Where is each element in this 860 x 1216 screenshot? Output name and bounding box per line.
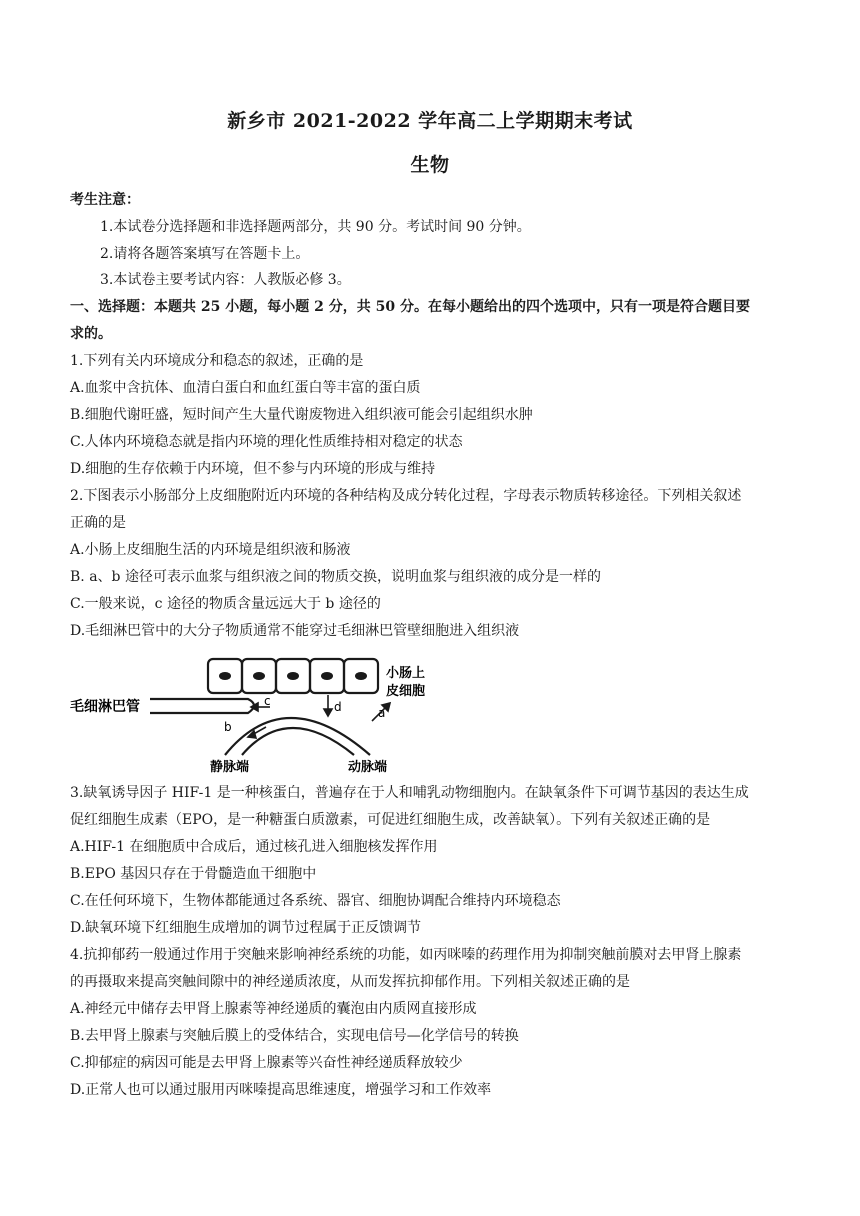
q4-option-b: B.去甲肾上腺素与突触后膜上的受体结合，实现电信号—化学信号的转换	[70, 1028, 519, 1044]
label-path-b: b	[224, 720, 232, 734]
q1-option-c: C.人体内环境稳态就是指内环境的理化性质维持相对稳定的状态	[70, 434, 463, 450]
label-epithelial-2: 皮细胞	[386, 684, 426, 699]
q4-option-c: C.抑郁症的病因可能是去甲肾上腺素等兴奋性神经递质释放较少	[70, 1055, 463, 1071]
cell-nucleus	[355, 672, 367, 680]
notice-item-1: 1.本试卷分选择题和非选择题两部分，共 90 分。考试时间 90 分钟。	[100, 219, 531, 235]
q2-option-d: D.毛细淋巴管中的大分子物质通常不能穿过毛细淋巴管壁细胞进入组织液	[70, 623, 520, 639]
q4-option-a: A.神经元中储存去甲肾上腺素等神经递质的囊泡由内质网直接形成	[70, 1001, 477, 1017]
q2-stem-line1: 2.下图表示小肠部分上皮细胞附近内环境的各种结构及成分转化过程，字母表示物质转移途径。下列相关叙述	[70, 488, 742, 504]
notice-item-2: 2.请将各题答案填写在答题卡上。	[100, 246, 310, 262]
cell-nucleus	[253, 672, 265, 680]
label-venous-end: 静脉端	[210, 760, 250, 775]
q1-option-d: D.细胞的生存依赖于内环境，但不参与内环境的形成与维持	[70, 461, 436, 477]
label-lymph-capillary: 毛细淋巴管	[70, 699, 140, 715]
q3-option-a: A.HIF-1 在细胞质中合成后，通过核孔进入细胞核发挥作用	[70, 839, 438, 855]
q4-option-d: D.正常人也可以通过服用丙咪嗪提高思维速度，增强学习和工作效率	[70, 1082, 492, 1098]
q2-stem-line2: 正确的是	[70, 515, 126, 531]
exam-title: 新乡市 2021-2022 学年高二上学期期末考试	[227, 110, 633, 132]
q3-stem-line1: 3.缺氧诱导因子 HIF-1 是一种核蛋白，普遍存在于人和哺乳动物细胞内。在缺氧条件下可调节基因的表达生成	[70, 785, 749, 801]
q2-option-b: B. a、b 途径可表示血浆与组织液之间的物质交换，说明血浆与组织液的成分是一样的	[70, 569, 601, 585]
arrow-d-head	[324, 709, 332, 716]
label-path-a: a	[378, 706, 386, 720]
q1-option-a: A.血浆中含抗体、血清白蛋白和血红蛋白等丰富的蛋白质	[70, 380, 421, 396]
q4-stem-line2: 的再摄取来提高突触间隙中的神经递质浓度，从而发挥抗抑郁作用。下列相关叙述正确的是	[70, 974, 630, 990]
section-heading-line1: 一、选择题：本题共 25 小题，每小题 2 分，共 50 分。在每小题给出的四个选项中，只有一项是符合题目要	[70, 299, 750, 315]
q1-stem: 1.下列有关内环境成分和稳态的叙述，正确的是	[70, 353, 364, 369]
cell-nucleus	[287, 672, 299, 680]
exam-subject: 生物	[410, 154, 450, 176]
q2-option-a: A.小肠上皮细胞生活的内环境是组织液和肠液	[70, 542, 351, 558]
cell-nucleus	[321, 672, 333, 680]
notice-item-3: 3.本试卷主要考试内容：人教版必修 3。	[100, 272, 351, 288]
section-heading-line2: 求的。	[70, 326, 112, 342]
intestine-figure	[70, 655, 430, 775]
cell-nucleus	[219, 672, 231, 680]
q3-stem-line2: 促红细胞生成素（EPO，是一种糖蛋白质激素，可促进红细胞生成，改善缺氧）。下列有关叙述正确的是	[70, 812, 711, 828]
q3-option-b: B.EPO 基因只存在于骨髓造血干细胞中	[70, 866, 317, 882]
q4-stem-line1: 4.抗抑郁药一般通过作用于突触来影响神经系统的功能，如丙咪嗪的药理作用为抑制突触前膜对去甲肾上腺素	[70, 947, 742, 963]
label-path-d: d	[334, 700, 342, 714]
q1-option-b: B.细胞代谢旺盛，短时间产生大量代谢废物进入组织液可能会引起组织水肿	[70, 407, 533, 423]
notice-heading: 考生注意：	[70, 192, 140, 208]
label-arterial-end: 动脉端	[348, 760, 388, 775]
q3-option-c: C.在任何环境下，生物体都能通过各系统、器官、细胞协调配合维持内环境稳态	[70, 893, 561, 909]
label-path-c: c	[264, 694, 271, 708]
q3-option-d: D.缺氧环境下红细胞生成增加的调节过程属于正反馈调节	[70, 920, 422, 936]
label-epithelial-1: 小肠上	[386, 666, 426, 681]
q2-option-c: C.一般来说，c 途径的物质含量远远大于 b 途径的	[70, 596, 381, 612]
lymph-capillary	[150, 699, 254, 713]
